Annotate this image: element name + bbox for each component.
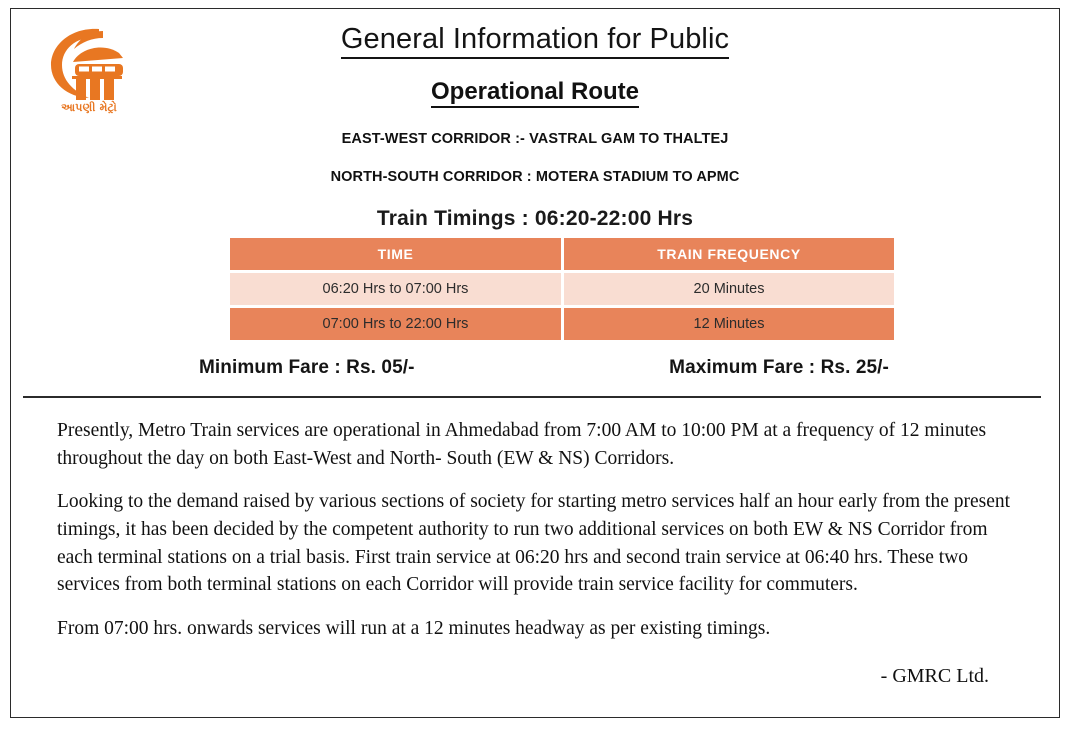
- fare-row: [199, 357, 889, 379]
- train-timing-table: [230, 238, 894, 340]
- table-row: [230, 270, 894, 305]
- table-cell-frequency: 20 Minutes: [561, 270, 894, 305]
- table-cell-frequency: 12 Minutes: [561, 305, 894, 340]
- corridor-north-south: NORTH-SOUTH CORRIDOR : MOTERA STADIUM TO APMC: [330, 169, 740, 185]
- table-row: [230, 305, 894, 340]
- signature: - GMRC Ltd.: [880, 664, 989, 687]
- table-cell-time: 06:20 Hrs to 07:00 Hrs: [230, 270, 561, 305]
- table-header-frequency: TRAIN FREQUENCY: [561, 238, 894, 270]
- metro-logo-icon: [43, 25, 135, 103]
- corridor-east-west: EAST-WEST CORRIDOR :- VASTRAL GAM TO THALTEJ: [341, 131, 729, 147]
- table-header-row: [230, 238, 894, 270]
- page-title-text: General Information for Public: [341, 23, 729, 59]
- page-title: [11, 9, 1059, 56]
- body-paragraph-1: Presently, Metro Train services are operational in Ahmedabad from 7:00 AM to 10:00 PM at a frequency of 12 minutes throughout the day on both East-West and North- South (EW & NS) Corridors.: [57, 420, 987, 469]
- ahmedabad-metro-logo: [43, 25, 135, 125]
- minimum-fare: Minimum Fare : Rs. 05/-: [199, 357, 415, 378]
- logo-caption: આપણી મેટ્રો: [61, 101, 117, 114]
- maximum-fare: Maximum Fare : Rs. 25/-: [669, 357, 889, 378]
- notice-page: [10, 8, 1060, 718]
- body-paragraph-2: Looking to the demand raised by various sections of society for starting metro services half an hour early from the present timings, it has been decided by the competent authority to run two additional services on both EW & NS Corridor from each terminal stations on a trial basis. First train service at 06:20 hrs and second train service at 06:40 hrs. These two services from both terminal stations on each Corridor will provide train service facility for commuters.: [57, 491, 1011, 596]
- train-timings-heading: Train Timings : 06:20-22:00 Hrs: [376, 207, 694, 230]
- page-subtitle-text: Operational Route: [431, 78, 639, 108]
- notice-header-block: [11, 9, 1059, 395]
- section-divider: [23, 396, 1041, 398]
- body-paragraph-3: From 07:00 hrs. onwards services will run at a 12 minutes headway as per existing timings.: [57, 618, 771, 640]
- page-subtitle: [11, 56, 1059, 106]
- notice-body: [57, 417, 1017, 688]
- table-cell-time: 07:00 Hrs to 22:00 Hrs: [230, 305, 561, 340]
- table-header-time: TIME: [230, 238, 561, 270]
